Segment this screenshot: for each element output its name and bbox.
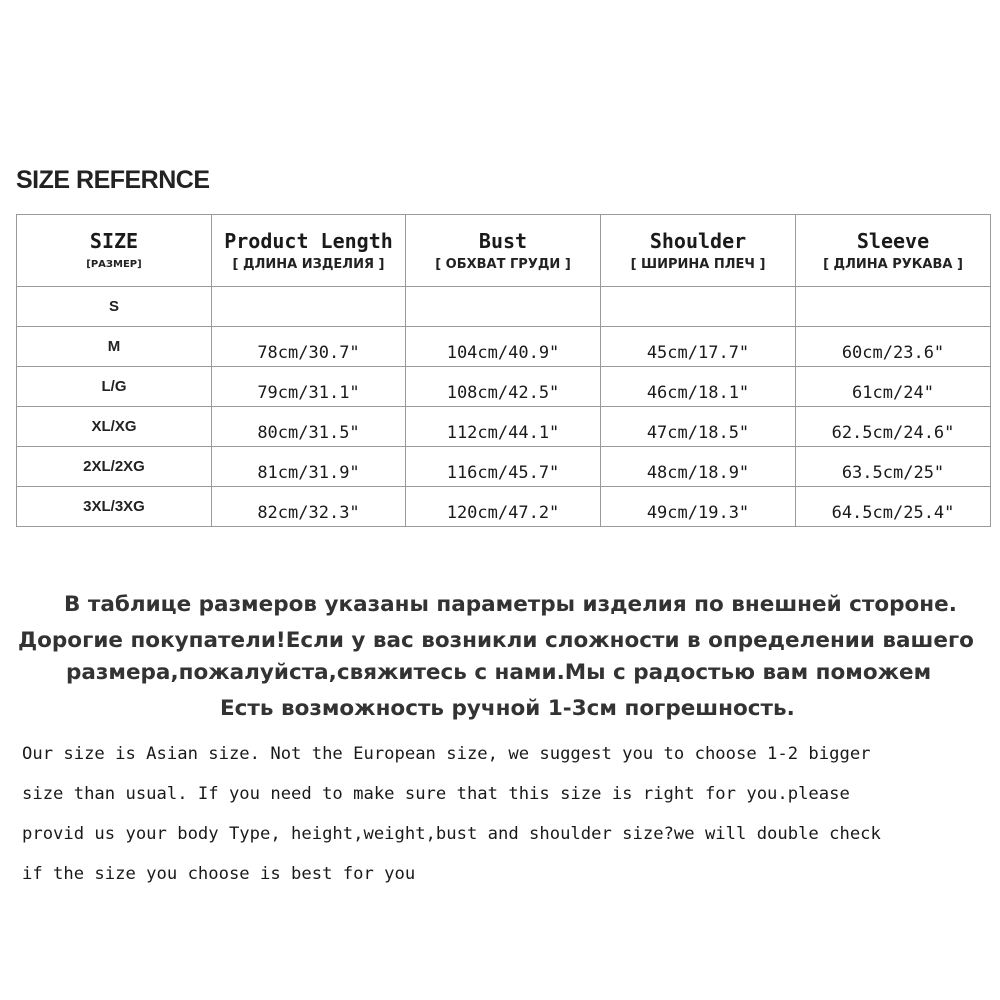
shoulder-cell [601,447,796,487]
cell-value: 61cm/24" [852,382,934,403]
bust-cell [406,407,601,447]
header-label: Bust [478,228,528,253]
header-translation: [ ОБХВАТ ГРУДИ ] [435,256,571,272]
header-label: Sleeve [856,228,930,253]
cell-value: 78cm/30.7" [257,342,360,363]
note-line: provid us your body Type, height,weight,bust and shoulder size?we will double check [22,824,881,844]
header-label: Product Length [224,228,393,253]
sleeve-cell [796,407,991,447]
shoulder-cell [601,367,796,407]
header-product-length [212,215,406,287]
cell-value: 116cm/45.7" [446,462,560,483]
cell-value: 80cm/31.5" [257,422,360,443]
size-label: L/G [17,367,212,407]
bust-cell [406,327,601,367]
sleeve-cell [796,327,991,367]
size-label: S [17,287,212,327]
cell-value: 81cm/31.9" [257,462,360,483]
header-size [17,215,212,287]
cell-value: 104cm/40.9" [446,342,560,363]
cell-value: 47cm/18.5" [646,422,750,443]
table-header-row [17,215,991,287]
header-translation: [ ДЛИНА РУКАВА ] [823,256,963,272]
cell-value: 46cm/18.1" [646,382,750,403]
bust-cell [406,287,601,327]
size-label: 3XL/3XG [17,487,212,527]
cell-value: 62.5cm/24.6" [831,422,955,443]
table-row [17,407,991,447]
cell-value: 49cm/19.3" [646,502,750,523]
cell-value: 120cm/47.2" [446,502,560,523]
header-translation: [ ШИРИНА ПЛЕЧ ] [630,256,766,272]
cell-value: 60cm/23.6" [841,342,945,363]
note-line: if the size you choose is best for you [22,864,416,884]
sleeve-cell [796,487,991,527]
cell-value: 108cm/42.5" [446,382,560,403]
note-line: Our size is Asian size. Not the European size, we suggest you to choose 1-2 bigger [22,744,871,764]
header-sleeve [796,215,991,287]
note-line: Дорогие покупатели!Если у вас возникли сложности в определении вашего [18,628,974,653]
header-label: Shoulder [649,228,747,253]
size-table [16,214,991,527]
table-row [17,487,991,527]
note-line: размера,пожалуйста,свяжитесь с нами.Мы с радостью вам поможем [66,660,932,685]
note-line: В таблице размеров указаны параметры изделия по внешней стороне. [64,592,957,617]
page-title: SIZE REFERNCE [16,166,210,194]
cell-value: 45cm/17.7" [646,342,750,363]
shoulder-cell [601,287,796,327]
header-shoulder [601,215,796,287]
table-row [17,447,991,487]
note-line: Есть возможность ручной 1-3см погрешность. [220,696,795,721]
shoulder-cell [601,327,796,367]
shoulder-cell [601,407,796,447]
product-length-cell [212,287,406,327]
header-translation: [РАЗМЕР] [86,258,142,270]
product-length-cell [212,367,406,407]
note-line: size than usual. If you need to make sure that this size is right for you.please [22,784,850,804]
cell-value: 82cm/32.3" [257,502,360,523]
sleeve-cell [796,447,991,487]
size-label: M [17,327,212,367]
table-row [17,327,991,367]
english-notes [22,740,881,900]
product-length-cell [212,407,406,447]
cell-value: 64.5cm/25.4" [831,502,955,523]
bust-cell [406,487,601,527]
bust-cell [406,447,601,487]
sleeve-cell [796,367,991,407]
product-length-cell [212,487,406,527]
cell-value: 63.5cm/25" [841,462,945,483]
bust-cell [406,367,601,407]
size-label: 2XL/2XG [17,447,212,487]
table-row [17,287,991,327]
product-length-cell [212,447,406,487]
header-bust [406,215,601,287]
header-translation: [ ДЛИНА ИЗДЕЛИЯ ] [232,256,385,272]
product-length-cell [212,327,406,367]
size-label: XL/XG [17,407,212,447]
cell-value: 48cm/18.9" [646,462,750,483]
cell-value: 112cm/44.1" [446,422,560,443]
sleeve-cell [796,287,991,327]
header-label: SIZE [89,228,139,253]
cell-value: 79cm/31.1" [257,382,360,403]
shoulder-cell [601,487,796,527]
table-row [17,367,991,407]
